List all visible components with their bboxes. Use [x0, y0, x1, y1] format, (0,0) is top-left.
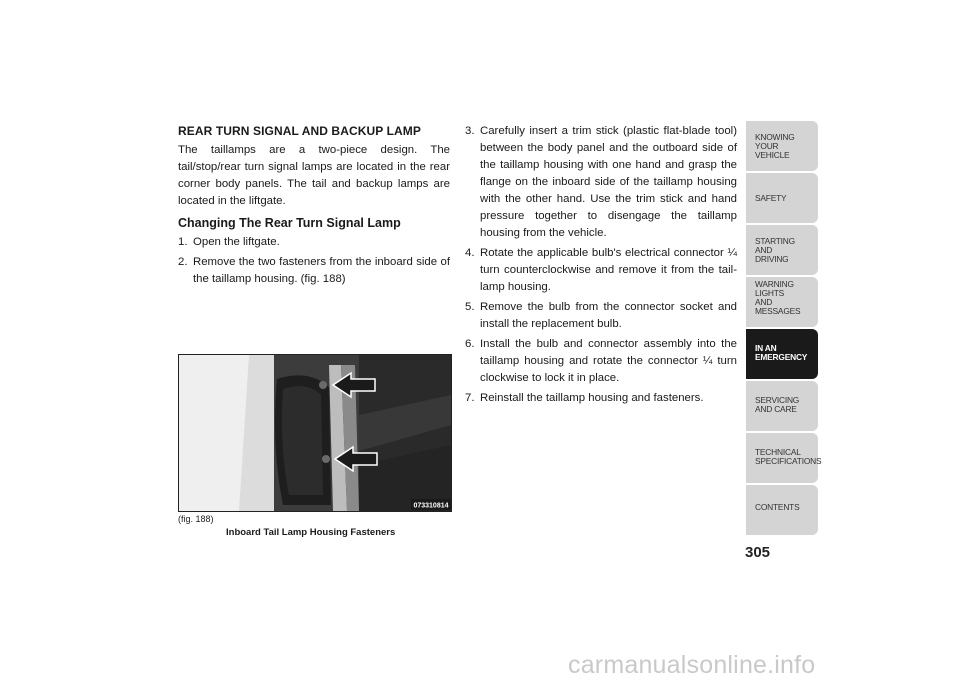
figure-code: 073310814: [413, 502, 449, 510]
step-number: 6.: [465, 338, 475, 350]
step-item: [465, 390, 737, 407]
tab-warning-lights-and-messages[interactable]: WARNING LIGHTS AND MESSAGES: [746, 277, 818, 327]
tab-technical-specifications[interactable]: TECHNICAL SPECIFICATIONS: [746, 433, 818, 483]
step-number: 7.: [465, 392, 475, 404]
step-item: [178, 254, 450, 288]
step-number: 2.: [178, 256, 188, 268]
section-heading: REAR TURN SIGNAL AND BACKUP LAMP: [178, 124, 421, 138]
taillamp-figure: [178, 354, 452, 512]
page-number: 305: [745, 544, 771, 561]
step-number: 5.: [465, 301, 475, 313]
step-number: 4.: [465, 247, 475, 259]
figure-number: (fig. 188): [178, 514, 214, 524]
tab-safety[interactable]: SAFETY: [746, 173, 818, 223]
step-text: Carefully insert a trim stick (plastic flat-blade tool) between the body panel and the outboard side of the taillamp housing with one hand and grasp the flange on the inboard side of the taillamp housing with the other hand. Use the trim stick and hand pressure together to disengage the taillamp housing from the vehicle.: [480, 125, 737, 239]
step-item: [465, 336, 737, 387]
step-number: 3.: [465, 125, 475, 137]
step-text: Install the bulb and connector assembly into the taillamp housing and rotate the connector ¼ turn clockwise to lock it in place.: [480, 338, 737, 384]
step-item: [465, 245, 737, 296]
step-text: Reinstall the taillamp housing and fasteners.: [480, 392, 704, 404]
tab-starting-and-driving[interactable]: STARTING AND DRIVING: [746, 225, 818, 275]
step-text: Remove the bulb from the connector socket and install the replacement bulb.: [480, 301, 737, 330]
intro-paragraph: The taillamps are a two-piece design. The tail/stop/rear turn signal lamps are located in the rear corner body panels. The tail and backup lamps are located in the liftgate.: [178, 144, 450, 207]
tab-servicing-and-care[interactable]: SERVICING AND CARE: [746, 381, 818, 431]
chapter-tabs: [746, 121, 822, 537]
right-column: [465, 123, 737, 410]
figure-title: Inboard Tail Lamp Housing Fasteners: [226, 527, 396, 538]
step-item: [465, 299, 737, 333]
taillamp-illustration: [179, 355, 451, 511]
step-text: Remove the two fasteners from the inboard side of the taillamp housing. (fig. 188): [193, 256, 450, 285]
step-item: [178, 234, 450, 251]
right-step-list: [465, 123, 737, 407]
step-text: Open the liftgate.: [193, 236, 280, 248]
procedure-subheading: Changing The Rear Turn Signal Lamp: [178, 216, 401, 230]
step-item: [465, 123, 737, 242]
site-watermark: carmanualsonline.info: [568, 651, 816, 679]
step-number: 1.: [178, 236, 188, 248]
step-text: Rotate the applicable bulb's electrical connector ¼ turn counterclockwise and remove it from the tail-lamp housing.: [480, 247, 737, 293]
tab-contents[interactable]: CONTENTS: [746, 485, 818, 535]
tab-in-an-emergency[interactable]: IN AN EMERGENCY: [746, 329, 818, 379]
left-column: [178, 123, 450, 291]
tab-knowing-your-vehicle[interactable]: KNOWING YOUR VEHICLE: [746, 121, 818, 171]
left-step-list: [178, 234, 450, 288]
